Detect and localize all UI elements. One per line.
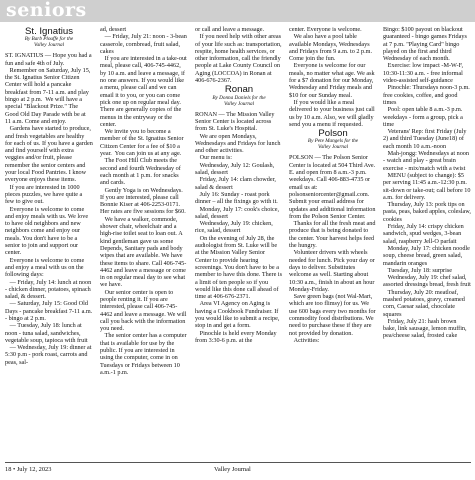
heading-polson: Polson: [318, 128, 348, 140]
article-ronan-end: center. Everyone is welcome. We also have a pool table available Mondays, Wednesdays and Fridays from 9 a.m. to 2 p.m. Come join the fun. Everyone is welcome for our meals, no matter what age. We ask for a $7 donation for our Monday, Wednesday and Friday meals and $10 for our Sunday meal. If you would like a meal delivered to your business just call us by 10 a.m. Also, we will gladly send you a menu if requested.: [289, 26, 375, 128]
column-3: [195, 26, 283, 462]
heading-st-ignatius: St. Ignatius: [25, 26, 73, 37]
column-2: [100, 26, 188, 462]
article-polson-cont: Bingo: $100 payout on blackout guaranteed - bingo games Fridays at 7 p.m. "Playing Card" bingo played on the first and third Wednesday of each month. Exercise: low impact -M-W-F, 10:30-11:30 a.m. - free informal video-assisted self-guidance Pinochle: Thursdays noon-3 p.m. free cookies, coffee, and good times Pool: open table 8 a.m.-3 p.m. weekdays - form a group, pick a time Veterans' Rep: first Friday (July 2) and third Tuesday (June18) of each month 10 a.m.-noon Mah-jongg: Wednesdays at noon - watch and play - great brain exercise - mix/match with a twist MENU (subject to change): $5 per serving 11:45 a.m.-12:30 p.m. sit-down or take-out; call before 10 a.m. for delivery. Thursday, July 13: pork tips on pasta, peas, baked apples, coleslaw, cookies Friday, July 14: crispy chicken sandwich, spud wedges, 3-bean salad, raspberry Jell-O parfait Monday, July 17: chicken noodle soup, cheese bread, green salad, mandarin oranges Tuesday, July 18: surprise Wednesday, July 19: chef salad, assorted dressings bread, fresh fruit Thursday, July 20: meatloaf, mashed potatoes, gravy, creamed corn, Caesar salad, chocolate squares Friday, July 21: hash brown bake, link sausage, lemon muffin, pea/cheese salad, frosted cake: [383, 26, 471, 340]
column-4: [289, 26, 377, 462]
column-5: [383, 26, 471, 462]
article-st-ignatius: ST. IGNATIUS — Hope you had a fun and safe 4th of July. Remember on Saturday, July 15, the St. Ignatius Senior Citizen Center will hold a pancake breakfast from 7-11 a.m. and play bingo at 2 p.m. We will have a special "Blackout Prize." The Good Old Day Parade with be at 11 a.m. Come and enjoy. Gardens have started to produce, and fresh vegetables are healthy for each of us. If you have a garden and find yourself with extra veggies and/or fruit, please remember the senior centers and your local Food Pantries. I know everyone enjoys these items. If you are interested in 1000 pieces puzzles, we have quite a few to give out. Everyone is welcome to come and enjoy meals with us. We love to have old neighbors and new neighbors come and enjoy our meals. You don't have to be a senior to join and support our center. Everyone is welcome to come and enjoy a meal with us on the following days: — Friday, July 14: lunch at noon - chicken dinner, potatoes, spinach salad, & dessert. — Saturday, July 15: Good Old Days - pancake breakfast 7-11 a.m. - bingo at 2 p.m. — Tuesday, July 18: lunch at noon - tuna salad, sandwiches, vegetable soup, tapioca with fruit — Wednesday, July 19: dinner at 5:30 p.m - pork roast, carrots and peas, sal-: [5, 52, 93, 366]
page-number: 18 • July 12, 2023: [5, 466, 52, 473]
article-st-ignatius-cont: ad, dessert — Friday, July 21: noon - 3-bean casserole, cornbread, fruit salad, cakes If you are interested in a take-out meal, please call, 406-745-4462, by 10 a.m. and leave a message, if no one answers. If you would like a menu, please call and we can email it to you, or you can come pick one up on regular meal day. There are generally copies of the menus in the entryway or the center. We invite you to become a member of the St. Ignatius Senior Citizen Center for a fee of $10 a year. You can join us at any age. The Foot Hill Club meets the second and fourth Wednesday of each month at 1 p.m. for snacks and cards. Gently Yoga is on Wednesdays. If you are interested, please call Bonnie Kiser at 406-2253-0171. Her rates are five sessions for $60. We have a walker, commode, shower chair, wheelchair and a high-rise toilet seat to loan out. A kind gentleman gave us some Depends, Sanitary pads and body wipes that are available. We have these items to share. Call 406-745-4462 and leave a message or come in on regular meal day to see what we have. Our senior center is open to people renting it. If you are interested, please call 406-745-4462 and leave a message. We will call you back with the information you need. The senior center has a computer that is available for use by the public. If you are interested in using the computer, come in on Tuesdays or Fridays between 10 a.m.-1 p.m.: [100, 26, 187, 376]
footer-rule: [5, 462, 471, 463]
byline-st-ignatius: By Barb Plouffe for the Valley Journal: [24, 36, 74, 49]
publication-name: Valley Journal: [214, 466, 251, 473]
byline-ronan: By Donna Daniels for the Valley Journal: [212, 94, 266, 107]
section-title: seniors: [6, 0, 87, 21]
article-ronan: RONAN — The Mission Valley Senior Center is located across from St. Luke's Hospital. We are open Mondays, Wednesdays and Fridays for lunch and other activities. Our menu is: Wednesday, July 12: Goulash, salad, dessert Friday, July 14: clam chowder, salad & dessert July 16: Sunday - roast pork dinner – all the fixings go with it. Monday, July 17: cook's choice, salad, dessert Wednesday, July 19: chicken, rice, salad, dessert On the evening of July 28, the audiologist from St. Luke will be at the Mission Valley Senior Center to provide hearing screenings. You don't have to be a member to have this done. There is a limit of ten people so if you would like this done call ahead of time at 406-676-2371. Area VI Agency on Aging is having a Cookbook Fundraiser. If you would like to submit a recipe, stop in and get a form. Pinochle is held every Monday from 3:30-6 p.m. at the: [195, 110, 283, 344]
article-st-ignatius-end: or call and leave a message. If you need help with other areas of your life such as: transportation, respite, home health services, or other information, call the friendly people at Lake County Council on Aging (LOCCOA) in Ronan at 406-676-2367.: [195, 26, 282, 85]
section-banner: [0, 0, 475, 22]
article-polson: POLSON — The Polson Senior Center is located at 504 Third Ave. E. and open from 8 a.m.-3 p.m. weekdays. Call 406-883-4735 or email us at: polsonseniorcenter@gmail.com. Submit your email address for updates and additional information from the Polson Senior Center. Thanks for all the fresh meat and produce that is being donated to the center. Your harvest helps feed the hungry. Volunteer drivers with wheels needed for lunch. Pick your day or days to deliver. Substitutes welcome as well. Starting about 10:30 a.m., finish in about an hour Monday-Friday. Save green bags (not Wal-Mart, which are too flimsy) for us. We use 600 bags every two months for commodity food distributions. We need to purchase these if they are not provided by donation. Activities:: [289, 154, 376, 344]
byline-polson: By Pete Mangels for the Valley Journal: [307, 138, 359, 151]
column-1: [5, 26, 93, 462]
heading-ronan: Ronan: [224, 84, 254, 96]
